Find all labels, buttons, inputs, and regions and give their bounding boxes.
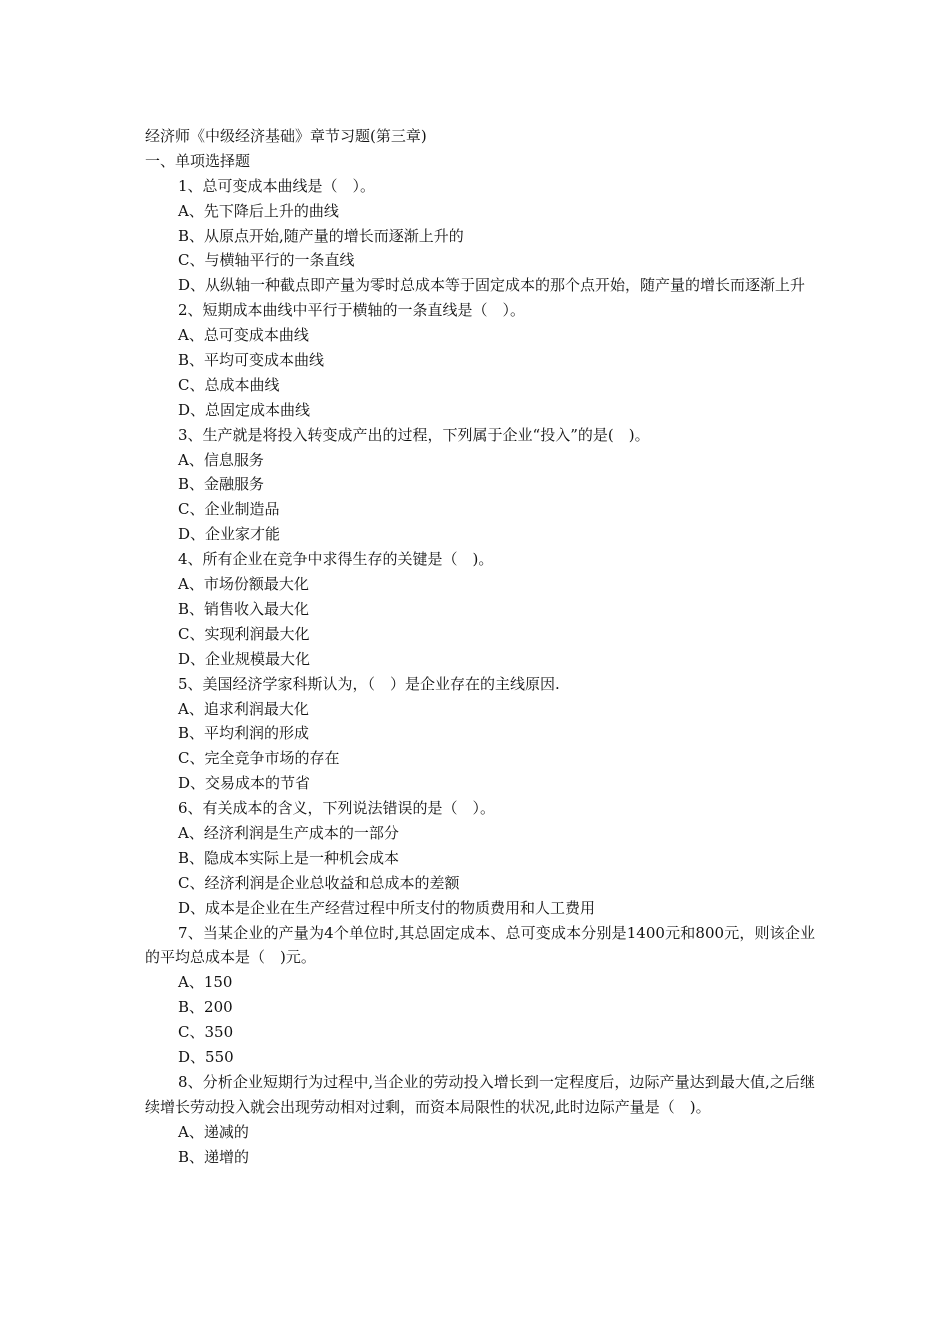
option: C、完全竞争市场的存在: [178, 749, 340, 768]
option: D、成本是企业在生产经营过程中所支付的物质费用和人工费用: [178, 898, 596, 917]
option: C、与横轴平行的一条直线: [178, 251, 355, 270]
option: D、总固定成本曲线: [178, 400, 311, 419]
option: D、交易成本的节省: [178, 774, 311, 793]
option: D、企业规模最大化: [178, 649, 311, 668]
option: B、从原点开始,随产量的增长而逐渐上升的: [178, 226, 464, 245]
option: B、金融服务: [178, 475, 265, 494]
option: B、销售收入最大化: [178, 599, 310, 618]
document-page: [145, 124, 815, 1169]
question-stem: 4、所有企业在竞争中求得生存的关键是（ )。: [178, 550, 494, 569]
option: D、企业家才能: [178, 525, 281, 544]
option: A、市场份额最大化: [178, 575, 309, 594]
option: A、追求利润最大化: [178, 699, 309, 718]
option: A、经济利润是生产成本的一部分: [178, 823, 399, 842]
option: C、总成本曲线: [178, 375, 280, 394]
question-stem: 1、总可变成本曲线是（ ）。: [178, 176, 376, 195]
option: A、总可变成本曲线: [178, 326, 309, 345]
option: B、递增的: [178, 1147, 250, 1166]
question-stem: 2、短期成本曲线中平行于横轴的一条直线是（ ）。: [178, 301, 526, 320]
option: A、递减的: [178, 1122, 249, 1141]
section-heading: 一、单项选择题: [145, 151, 251, 170]
question-stem: 7、当某企业的产量为4个单位时,其总固定成本、总可变成本分别是1400元和800元，则该企业的平均总成本是（ )元。: [145, 923, 815, 967]
question-stem: 3、生产就是将投入转变成产出的过程，下列属于企业“投入”的是( )。: [178, 425, 650, 444]
option: C、企业制造品: [178, 500, 280, 519]
option: C、实现利润最大化: [178, 624, 310, 643]
option: D、550: [178, 1048, 234, 1066]
option: A、150: [178, 973, 233, 992]
question-stem: 6、有关成本的含义，下列说法错误的是（ ）。: [178, 799, 496, 818]
option: A、先下降后上升的曲线: [178, 201, 339, 220]
option: B、隐成本实际上是一种机会成本: [178, 848, 400, 867]
option: C、经济利润是企业总收益和总成本的差额: [178, 873, 460, 892]
option: B、平均利润的形成: [178, 724, 310, 743]
option: B、200: [178, 998, 233, 1017]
question-stem: 8、分析企业短期行为过程中,当企业的劳动投入增长到一定程度后，边际产量达到最大值,之后继续增长劳动投入就会出现劳动相对过剩，而资本局限性的状况,此时边际产量是（ )。: [145, 1072, 815, 1116]
option: B、平均可变成本曲线: [178, 351, 325, 370]
document-title: 经济师《中级经济基础》章节习题(第三章): [145, 127, 427, 145]
option: C、350: [178, 1023, 234, 1042]
question-stem: 5、美国经济学家科斯认为，（ ）是企业存在的主线原因.: [178, 674, 560, 693]
option: A、信息服务: [178, 450, 264, 469]
option: D、从纵轴一种截点即产量为零时总成本等于固定成本的那个点开始，随产量的增长而逐渐上升: [178, 276, 806, 295]
